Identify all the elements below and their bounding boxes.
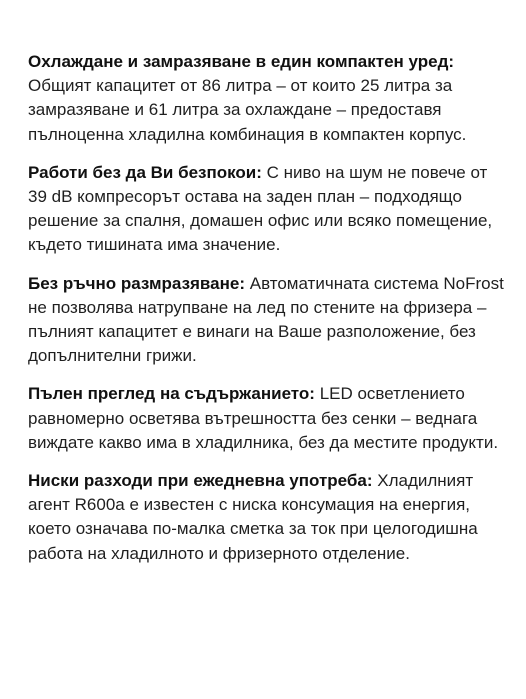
feature-body: Общият капацитет от 86 литра – от които 25 литра за замразяване и 61 литра за охлаждане – предоставя пълноценна хладилна комбинация в компактен корпус. — [28, 76, 467, 144]
feature-nofrost — [28, 272, 506, 369]
feature-heading: Работи без да Ви безпокои: — [28, 162, 262, 182]
feature-heading: Охлаждане и замразяване в един компактен уред: — [28, 52, 455, 71]
feature-body: LED осветлението равномерно осветява вътрешността без сенки – веднага виждате какво има в хладилника, без да местите продукти. — [28, 384, 499, 452]
feature-low-cost — [28, 469, 506, 566]
feature-list — [28, 50, 506, 580]
feature-body: Хладилният агент R600a е известен с ниска консумация на енергия, което означава по-малка сметка за ток при целогодишна работа на хладилното и фризерното отделение. — [28, 471, 478, 563]
feature-heading: Ниски разходи при ежедневна употреба: — [28, 471, 373, 491]
feature-capacity — [28, 50, 506, 147]
feature-heading: Без ръчно размразяване: — [28, 273, 245, 293]
feature-body: С ниво на шум не повече от 39 dB компресорът остава на заден план – подходящо решение за спалня, домашен офис или всяко помещение, където тишината има значение. — [28, 162, 493, 255]
feature-body: Автоматичната система NoFrost не позволява натрупване на лед по стените на фризера – пълният капацитет е винаги на Ваше разположение, без допълнителни грижи. — [28, 273, 504, 366]
feature-heading: Пълен преглед на съдържанието: — [28, 384, 315, 404]
feature-led-light — [28, 382, 506, 455]
feature-noise — [28, 161, 506, 258]
